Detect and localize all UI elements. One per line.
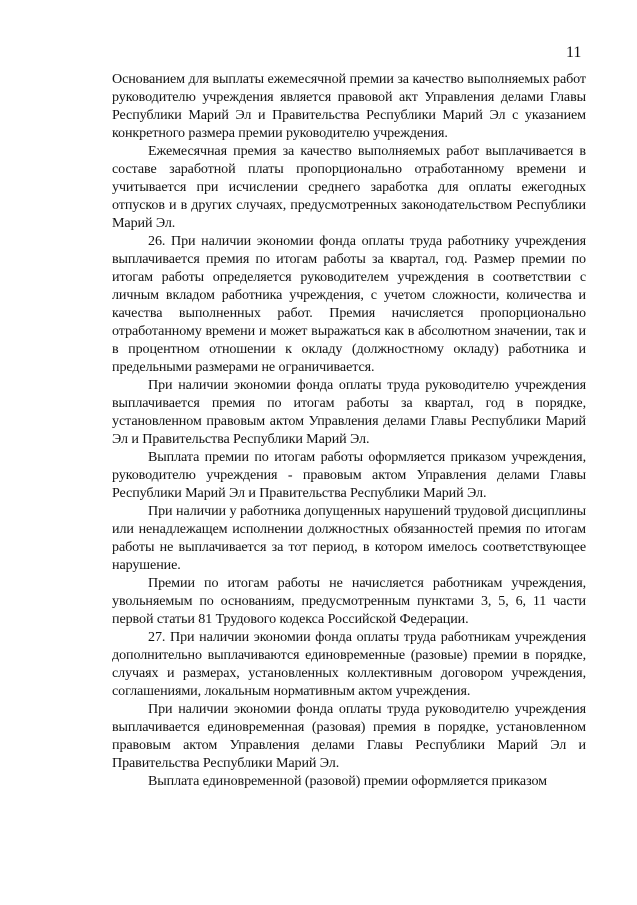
paragraph-item-26: 26. При наличии экономии фонда оплаты труда работнику учреждения выплачивается премия по итогам работы за квартал, год. Размер премии по итогам работы определяется руководителем учреждения в соответствии с личным вкладом работника учреждения, с учетом сложности, количества и качества выполненных работ. Премия начисляется пропорционально отработанному времени и может выражаться как в абсолютном значении, так и в процентном отношении к окладу (должностному окладу) работника и предельными размерами не ограничивается. <box>112 233 586 375</box>
paragraph-bonus-basis: Основанием для выплаты ежемесячной премии за качество выполняемых работ руководителю учреждения является правовой акт Управления делами Главы Республики Марий Эл и Правительства Республики Марий Эл с указанием конкретного размера премии руководителю учреждения. <box>112 71 586 141</box>
paragraph-dismissal-exclusion: Премии по итогам работы не начисляется работникам учреждения, увольняемым по основаниям, предусмотренным пунктами 3, 5, 6, 11 части первой статьи 81 Трудового кодекса Российской Федерации. <box>112 575 586 627</box>
paragraph-director-one-time-bonus: При наличии экономии фонда оплаты труда руководителю учреждения выплачивается единовременная (разовая) премия в порядке, установленном правовым актом Управления делами Главы Республики Марий Эл и Правительства Республики Марий Эл. <box>112 701 586 771</box>
paragraph-discipline-violation: При наличии у работника допущенных нарушений трудовой дисциплины или ненадлежащем исполнении должностных обязанностей премия по итогам работы не выплачивается за тот период, в котором имелось соответствующее нарушение. <box>112 503 586 573</box>
page-number: 11 <box>566 44 582 61</box>
paragraph-one-time-bonus-order: Выплата единовременной (разовой) премии оформляется приказом <box>148 773 547 789</box>
document-body <box>112 70 586 790</box>
paragraph-director-quarterly-bonus: При наличии экономии фонда оплаты труда руководителю учреждения выплачивается премия по итогам работы за квартал, год в порядке, установленном правовым актом Управления делами Главы Республики Марий Эл и Правительства Республики Марий Эл. <box>112 377 586 447</box>
paragraph-bonus-order: Выплата премии по итогам работы оформляется приказом учреждения, руководителю учреждения - правовым актом Управления делами Главы Республики Марий Эл и Правительства Республики Марий Эл. <box>112 449 586 501</box>
paragraph-monthly-bonus-payment: Ежемесячная премия за качество выполняемых работ выплачивается в составе заработной платы пропорционально отработанному времени и учитывается при исчислении среднего заработка для оплаты ежегодных отпусков и в других случаях, предусмотренных законодательством Республики Марий Эл. <box>112 143 586 231</box>
paragraph-item-27: 27. При наличии экономии фонда оплаты труда работникам учреждения дополнительно выплачиваются единовременные (разовые) премии в порядке, случаях и размерах, установленных коллективным договором учреждения, соглашениями, локальным нормативным актом учреждения. <box>112 629 586 699</box>
